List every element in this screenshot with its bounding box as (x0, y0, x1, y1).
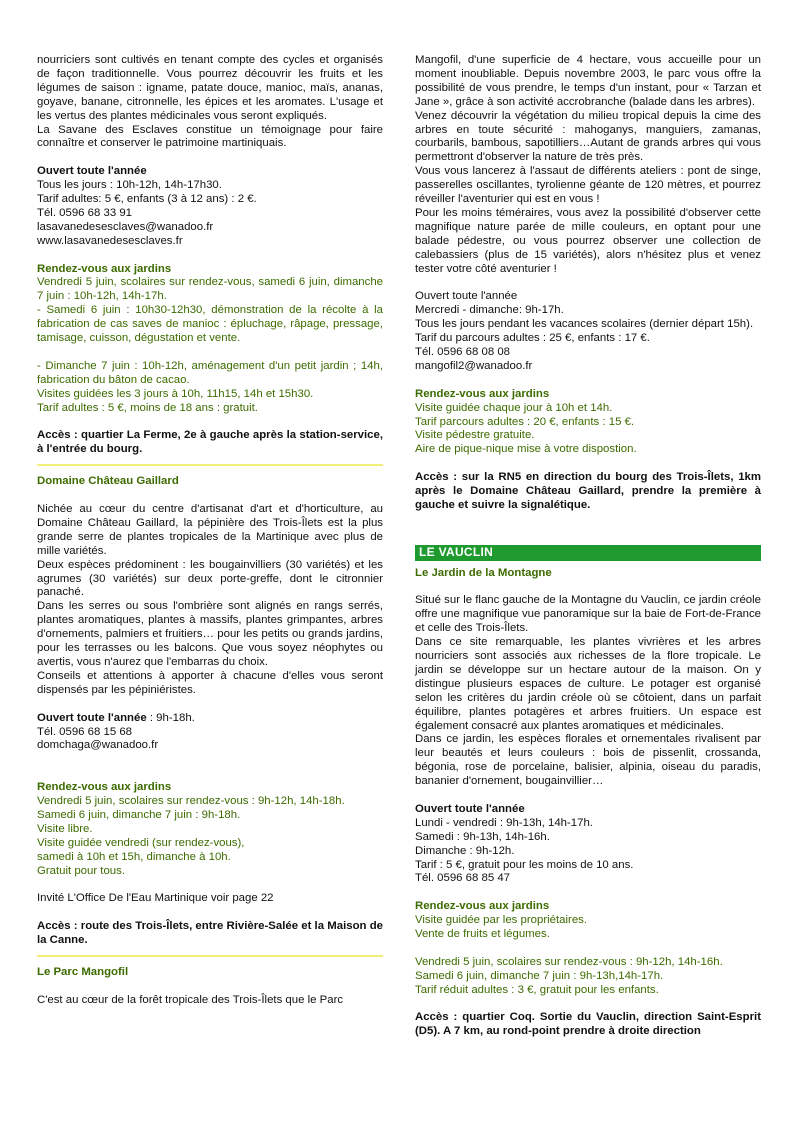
savane-intro: nourriciers sont cultivés en tenant compte des cycles et organisés de façon traditionnelle. Vous pourrez découvrir les fruits et les légumes de saison : igname, patate douce, manioc, maïs, ananas, goyave, banane, citronnelle, les épices et les aromates. L'usage et les vertus des plantes médicinales vous seront expliqués. (37, 54, 383, 122)
gaillard-p2: Deux espèces prédominent : les bougainvilliers (30 variétés) et les agrumes (30 variétés) sur deux porte-greffe, dont le citronnier panaché. (37, 558, 383, 599)
gaillard-p4: Conseils et attentions à apporter à chacune d'elles vous seront dispensés par les pépiniéristes. (37, 669, 383, 696)
mangofil-p2: Venez découvrir la végétation du milieu tropical depuis la cime des arbres en toute sécurité : mahoganys, manguiers, zamanas, courbarils, bambous, sapotilliers…Autant de grands arbres qui vous permettront d'observer la nature de très près. (415, 109, 761, 164)
gaillard-phone: Tél. 0596 68 15 68 (37, 725, 132, 738)
gaillard-rdv-line: Visite libre. (37, 822, 93, 835)
section-separator (37, 464, 383, 466)
vauclin-rdv-line: Visite guidée par les propriétaires. (415, 914, 588, 927)
gaillard-p1: Nichée au cœur du centre d'artisanat d'art et d'horticulture, au Domaine Château Gaillard, la pépinière des Trois-Îlets est la plus grande serre de plantes tropicales de la Martinique avec plus de mille variétés. (37, 503, 383, 557)
vauclin-rdv-title: Rendez-vous aux jardins (415, 900, 550, 913)
gaillard-rdv-line: Gratuit pour tous. (37, 864, 126, 877)
savane-open-title: Ouvert toute l'année (37, 165, 147, 178)
gaillard-p3: Dans les serres ou sous l'ombrière sont alignés en rangs serrés, plantes aromatiques, plantes à massifs, plantes grimpantes, arbres d'ornements, palmiers et fruitiers… pour les petits ou grands jardins, pour les terrasses ou les balcons. Que vous soyez néophytes ou avertis, vous n'aurez que l'embarras du choix. (37, 600, 383, 668)
gaillard-rdv-line: Samedi 6 juin, dimanche 7 juin : 9h-18h. (37, 808, 241, 821)
savane-rdv-title: Rendez-vous aux jardins (37, 262, 172, 275)
vauclin-open-line: Lundi - vendredi : 9h-13h, 14h-17h. (415, 816, 593, 829)
mangofil-rdv-title: Rendez-vous aux jardins (415, 387, 550, 400)
mangofil-intro: C'est au cœur de la forêt tropicale des Trois-Îlets que le Parc (37, 993, 344, 1006)
vauclin-p1: Situé sur le flanc gauche de la Montagne du Vauclin, ce jardin créole offre une magnifique vue panoramique sur la baie de Fort-de-France et celle des Trois-Îlets. (415, 594, 761, 635)
region-band-vauclin: LE VAUCLIN (415, 545, 761, 561)
savane-website: www.lasavanedesesclaves.fr (37, 234, 183, 247)
vauclin-rdv-line: Samedi 6 juin, dimanche 7 juin : 9h-13h,14h-17h. (415, 969, 664, 982)
gaillard-rdv-line: Visite guidée vendredi (sur rendez-vous), (37, 836, 245, 849)
vauclin-rdv-line: Vente de fruits et légumes. (415, 928, 550, 941)
mangofil-open-title: Ouvert toute l'année (415, 290, 518, 303)
vauclin-acces: Accès : quartier Coq. Sortie du Vauclin, direction Saint-Esprit (D5). A 7 km, au rond-point prendre à droite direction (415, 1011, 761, 1038)
mangofil-rdv-line: Visite guidée chaque jour à 10h et 14h. (415, 401, 613, 414)
vauclin-open-line: Dimanche : 9h-12h. (415, 844, 515, 857)
vauclin-p3: Dans ce jardin, les espèces florales et ornementales rivalisent par leur beautés et leurs couleurs : bois de pissenlit, crossanda, bégonia, rose de porcelaine, balisier, alpinia, oiseau du paradis, bananier d'ornement, bougainvillier… (415, 733, 761, 788)
gaillard-email: domchaga@wanadoo.fr (37, 739, 159, 752)
vauclin-p2: Dans ce site remarquable, les plantes vivrières et les arbres nourriciers sont associés aux richesses de la flore tropicale. Le jardin se développe sur un hectare autour de la maison. On y distingue plusieurs espaces de culture. Le potager est organisé selon les critères du jardin créole où se côtoient, dans un parfait équilibre, plantes potagères et arbres fruitiers. Un espace est également consacré aux plantes aromatiques et médicinales. (415, 636, 761, 732)
mangofil-title: Le Parc Mangofil (37, 965, 129, 978)
gaillard-rdv-line: Vendredi 5 juin, scolaires sur rendez-vous : 9h-12h, 14h-18h. (37, 795, 345, 807)
mangofil-email: mangofil2@wanadoo.fr (415, 359, 533, 372)
mangofil-p1: Mangofil, d'une superficie de 4 hectare, vous accueille pour un moment inoubliable. Depuis novembre 2003, le parc vous offre la possibilité de vous prendre, le temps d'un instant, pour « Tarzan et Jane », grâce à son activité accrobranche (balade dans les arbres). (415, 54, 761, 108)
left-column (37, 54, 383, 1008)
gaillard-rdv-line: samedi à 10h et 15h, dimanche à 10h. (37, 850, 231, 863)
savane-rdv-p1: Vendredi 5 juin, scolaires sur rendez-vous, samedi 6 juin, dimanche 7 juin : 10h-12h, 14h-17h. (37, 276, 383, 303)
mangofil-acces: Accès : sur la RN5 en direction du bourg des Trois-Îlets, 1km après le Domaine Château Gaillard, prendre la première à gauche et suivre la signalétique. (415, 471, 761, 511)
gaillard-title: Domaine Château Gaillard (37, 475, 179, 488)
vauclin-rdv-line: Tarif réduit adultes : 3 €, gratuit pour les enfants. (415, 983, 659, 996)
mangofil-open-line: Tarif du parcours adultes : 25 €, enfants : 17 €. (415, 332, 650, 345)
mangofil-phone: Tél. 0596 68 08 08 (415, 346, 510, 359)
mangofil-p4: Pour les moins téméraires, vous avez la possibilité d'observer cette magnifique nature parée de mille couleurs, en optant pour une balade pédestre, ou vous pourrez observer une collection de calebassiers (plus de 15 variétés), alors n'hésitez plus et venez tester votre côté aventurier ! (415, 206, 761, 275)
mangofil-p3: Vous vous lancerez à l'assaut de différents ateliers : pont de singe, passerelles oscillantes, tyrolienne géante de 120 mètres, et pourrez réveiller l'aventurier qui est en vous ! (415, 165, 761, 206)
gaillard-rdv-title: Rendez-vous aux jardins (37, 781, 172, 794)
savane-open-line: Tous les jours : 10h-12h, 14h-17h30. (37, 179, 222, 192)
gaillard-open (37, 712, 383, 726)
vauclin-open-line: Samedi : 9h-13h, 14h-16h. (415, 830, 550, 843)
savane-rdv-p4: Visites guidées les 3 jours à 10h, 11h15, 14h et 15h30. (37, 387, 314, 400)
vauclin-rdv-line: Vendredi 5 juin, scolaires sur rendez-vous : 9h-12h, 14h-16h. (415, 955, 723, 968)
gaillard-open-hours: : 9h-18h. (146, 711, 195, 724)
savane-rdv-p5: Tarif adultes : 5 €, moins de 18 ans : gratuit. (37, 401, 258, 414)
gaillard-invite: Invité L'Office De l'Eau Martinique voir page 22 (37, 892, 274, 905)
right-column (415, 54, 761, 1039)
savane-rdv-p3: - Dimanche 7 juin : 10h-12h, aménagement d'un petit jardin ; 14h, fabrication du bâton de cacao. (37, 359, 383, 386)
section-separator (37, 955, 383, 957)
savane-email: lasavanedesesclaves@wanadoo.fr (37, 220, 214, 233)
savane-phone: Tél. 0596 68 33 91 (37, 206, 132, 219)
savane-acces: Accès : quartier La Ferme, 2e à gauche après la station-service, à l'entrée du bourg. (37, 429, 383, 456)
mangofil-rdv-line: Visite pédestre gratuite. (415, 429, 535, 442)
vauclin-open-title: Ouvert toute l'année (415, 802, 525, 815)
mangofil-rdv-line: Aire de pique-nique mise à votre dispostion. (415, 443, 637, 456)
gaillard-open-title: Ouvert toute l'année (37, 711, 147, 724)
gaillard-acces: Accès : route des Trois-Îlets, entre Rivière-Salée et la Maison de la Canne. (37, 920, 383, 947)
savane-rdv-p2: - Samedi 6 juin : 10h30-12h30, démonstration de la récolte à la fabrication de cas saves de manioc : épluchage, râpage, pressage, tamisage, cuisson, dégustation et vente. (37, 304, 383, 345)
vauclin-phone: Tél. 0596 68 85 47 (415, 872, 510, 885)
mangofil-rdv-line: Tarif parcours adultes : 20 €, enfants : 15 €. (415, 415, 635, 428)
vauclin-title: Le Jardin de la Montagne (415, 566, 552, 579)
mangofil-open-line: Mercredi - dimanche: 9h-17h. (415, 304, 564, 317)
mangofil-open-line: Tous les jours pendant les vacances scolaires (dernier départ 15h). (415, 318, 754, 331)
savane-open-line: Tarif adultes: 5 €, enfants (3 à 12 ans) : 2 €. (37, 193, 257, 206)
savane-intro-2: La Savane des Esclaves constitue un témoignage pour faire connaître et conserver le patrimoine martiniquais. (37, 123, 383, 150)
vauclin-open-line: Tarif : 5 €, gratuit pour les moins de 10 ans. (415, 858, 634, 871)
